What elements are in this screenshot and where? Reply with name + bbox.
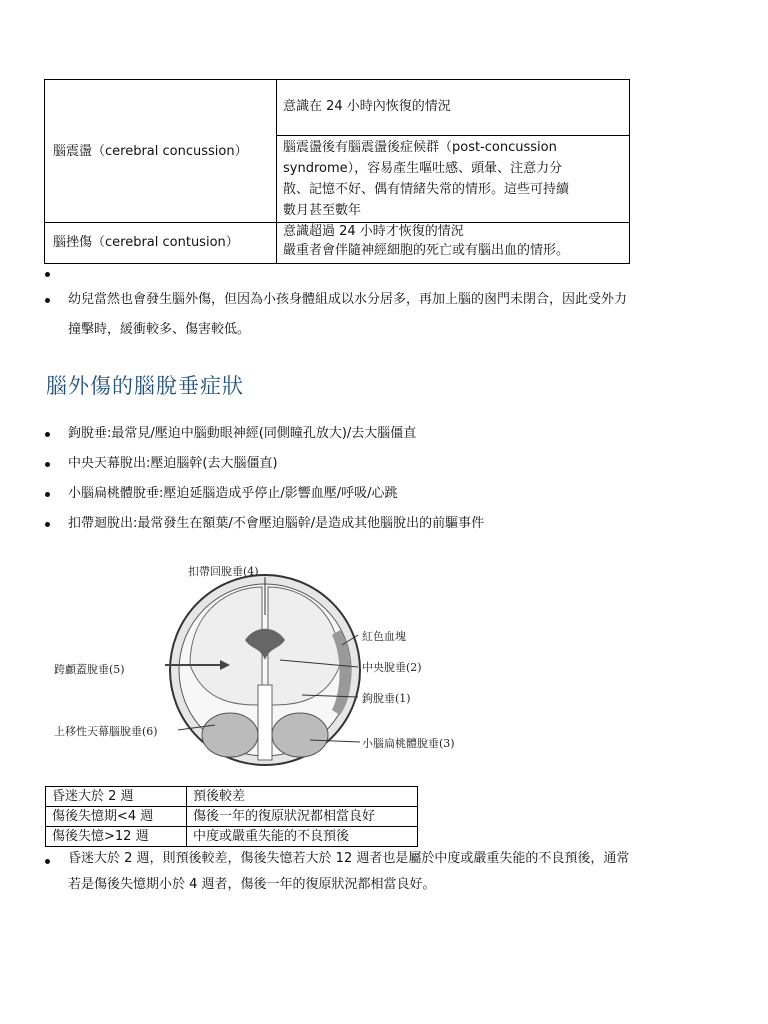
concussion-label: 腦震盪（cerebral concussion）	[53, 144, 248, 159]
child-injury-paragraph: 幼兒當然也會發生腦外傷，但因為小孩身體組成以水分居多，再加上腦的囪門未閉合，因此受外力 撞擊時，緩衝較多、傷害較低。	[68, 292, 628, 337]
symptom-item: 扣帶迴脫出:最常發生在額葉/不會壓迫腦幹/是造成其他腦脫出的前驅事件	[68, 516, 485, 531]
label-uncal: 鉤脫垂(1)	[362, 692, 411, 705]
bullet-dot	[45, 859, 50, 864]
classification-table	[44, 79, 630, 264]
symptom-item: 小腦扁桃體脫垂:壓迫延腦造成乎停止/影響血壓/呼吸/心跳	[68, 486, 398, 501]
symptom-item: 中央天幕脫出:壓迫腦幹(去大腦僵直)	[68, 456, 278, 471]
concussion-syndrome-text: 腦震盪後有腦震盪後症候群（post-concussion syndrome），容易產生嘔吐感、頭暈、注意力分 散、記憶不好、偶有情緒失常的情形。這些可持續 數月甚至數年	[283, 140, 570, 218]
concussion-recovery-text: 意識在 24 小時內恢復的情況	[283, 99, 451, 114]
bullet-dot	[45, 462, 50, 467]
empty-bullet	[45, 272, 50, 277]
bullet-dot	[45, 432, 50, 437]
label-red-clot: 紅色血塊	[362, 630, 406, 643]
prognosis-table	[45, 786, 418, 847]
prognosis-paragraph: 昏迷大於 2 週，則預後較差，傷後失憶若大於 12 週者也是屬於中度或嚴重失能的不良預後，通常 若是傷後失憶期小於 4 週者，傷後一年的復原狀況都相當良好。	[68, 851, 630, 892]
table-row: 傷後失憶期<4 週 傷後一年的復原狀況都相當良好	[46, 807, 418, 827]
label-upward: 上移性天幕腦脫垂(6)	[54, 725, 158, 738]
bullet-dot	[45, 522, 50, 527]
symptom-item: 鉤脫垂:最常見/壓迫中腦動眼神經(同側瞳孔放大)/去大腦僵直	[68, 426, 417, 441]
contusion-text: 意識超過 24 小時才恢復的情況 嚴重者會伴隨神經細胞的死亡或有腦出血的情形。	[283, 224, 570, 258]
table-row: 傷後失憶>12 週 中度或嚴重失能的不良預後	[46, 827, 418, 847]
bullet-dot	[45, 298, 50, 303]
contusion-label: 腦挫傷（cerebral contusion）	[53, 235, 239, 250]
table-row: 昏迷大於 2 週 預後較差	[46, 787, 418, 807]
bullet-dot	[45, 492, 50, 497]
label-tonsillar: 小腦扁桃體脫垂(3)	[362, 737, 455, 750]
section-heading: 腦外傷的腦脫垂症狀	[46, 374, 244, 398]
brain-herniation-diagram	[40, 555, 480, 785]
label-cingulate: 扣帶回脫垂(4)	[188, 565, 259, 578]
label-transcalvarial: 跨顱蓋脫垂(5)	[54, 663, 125, 676]
label-central: 中央脫垂(2)	[362, 661, 422, 674]
